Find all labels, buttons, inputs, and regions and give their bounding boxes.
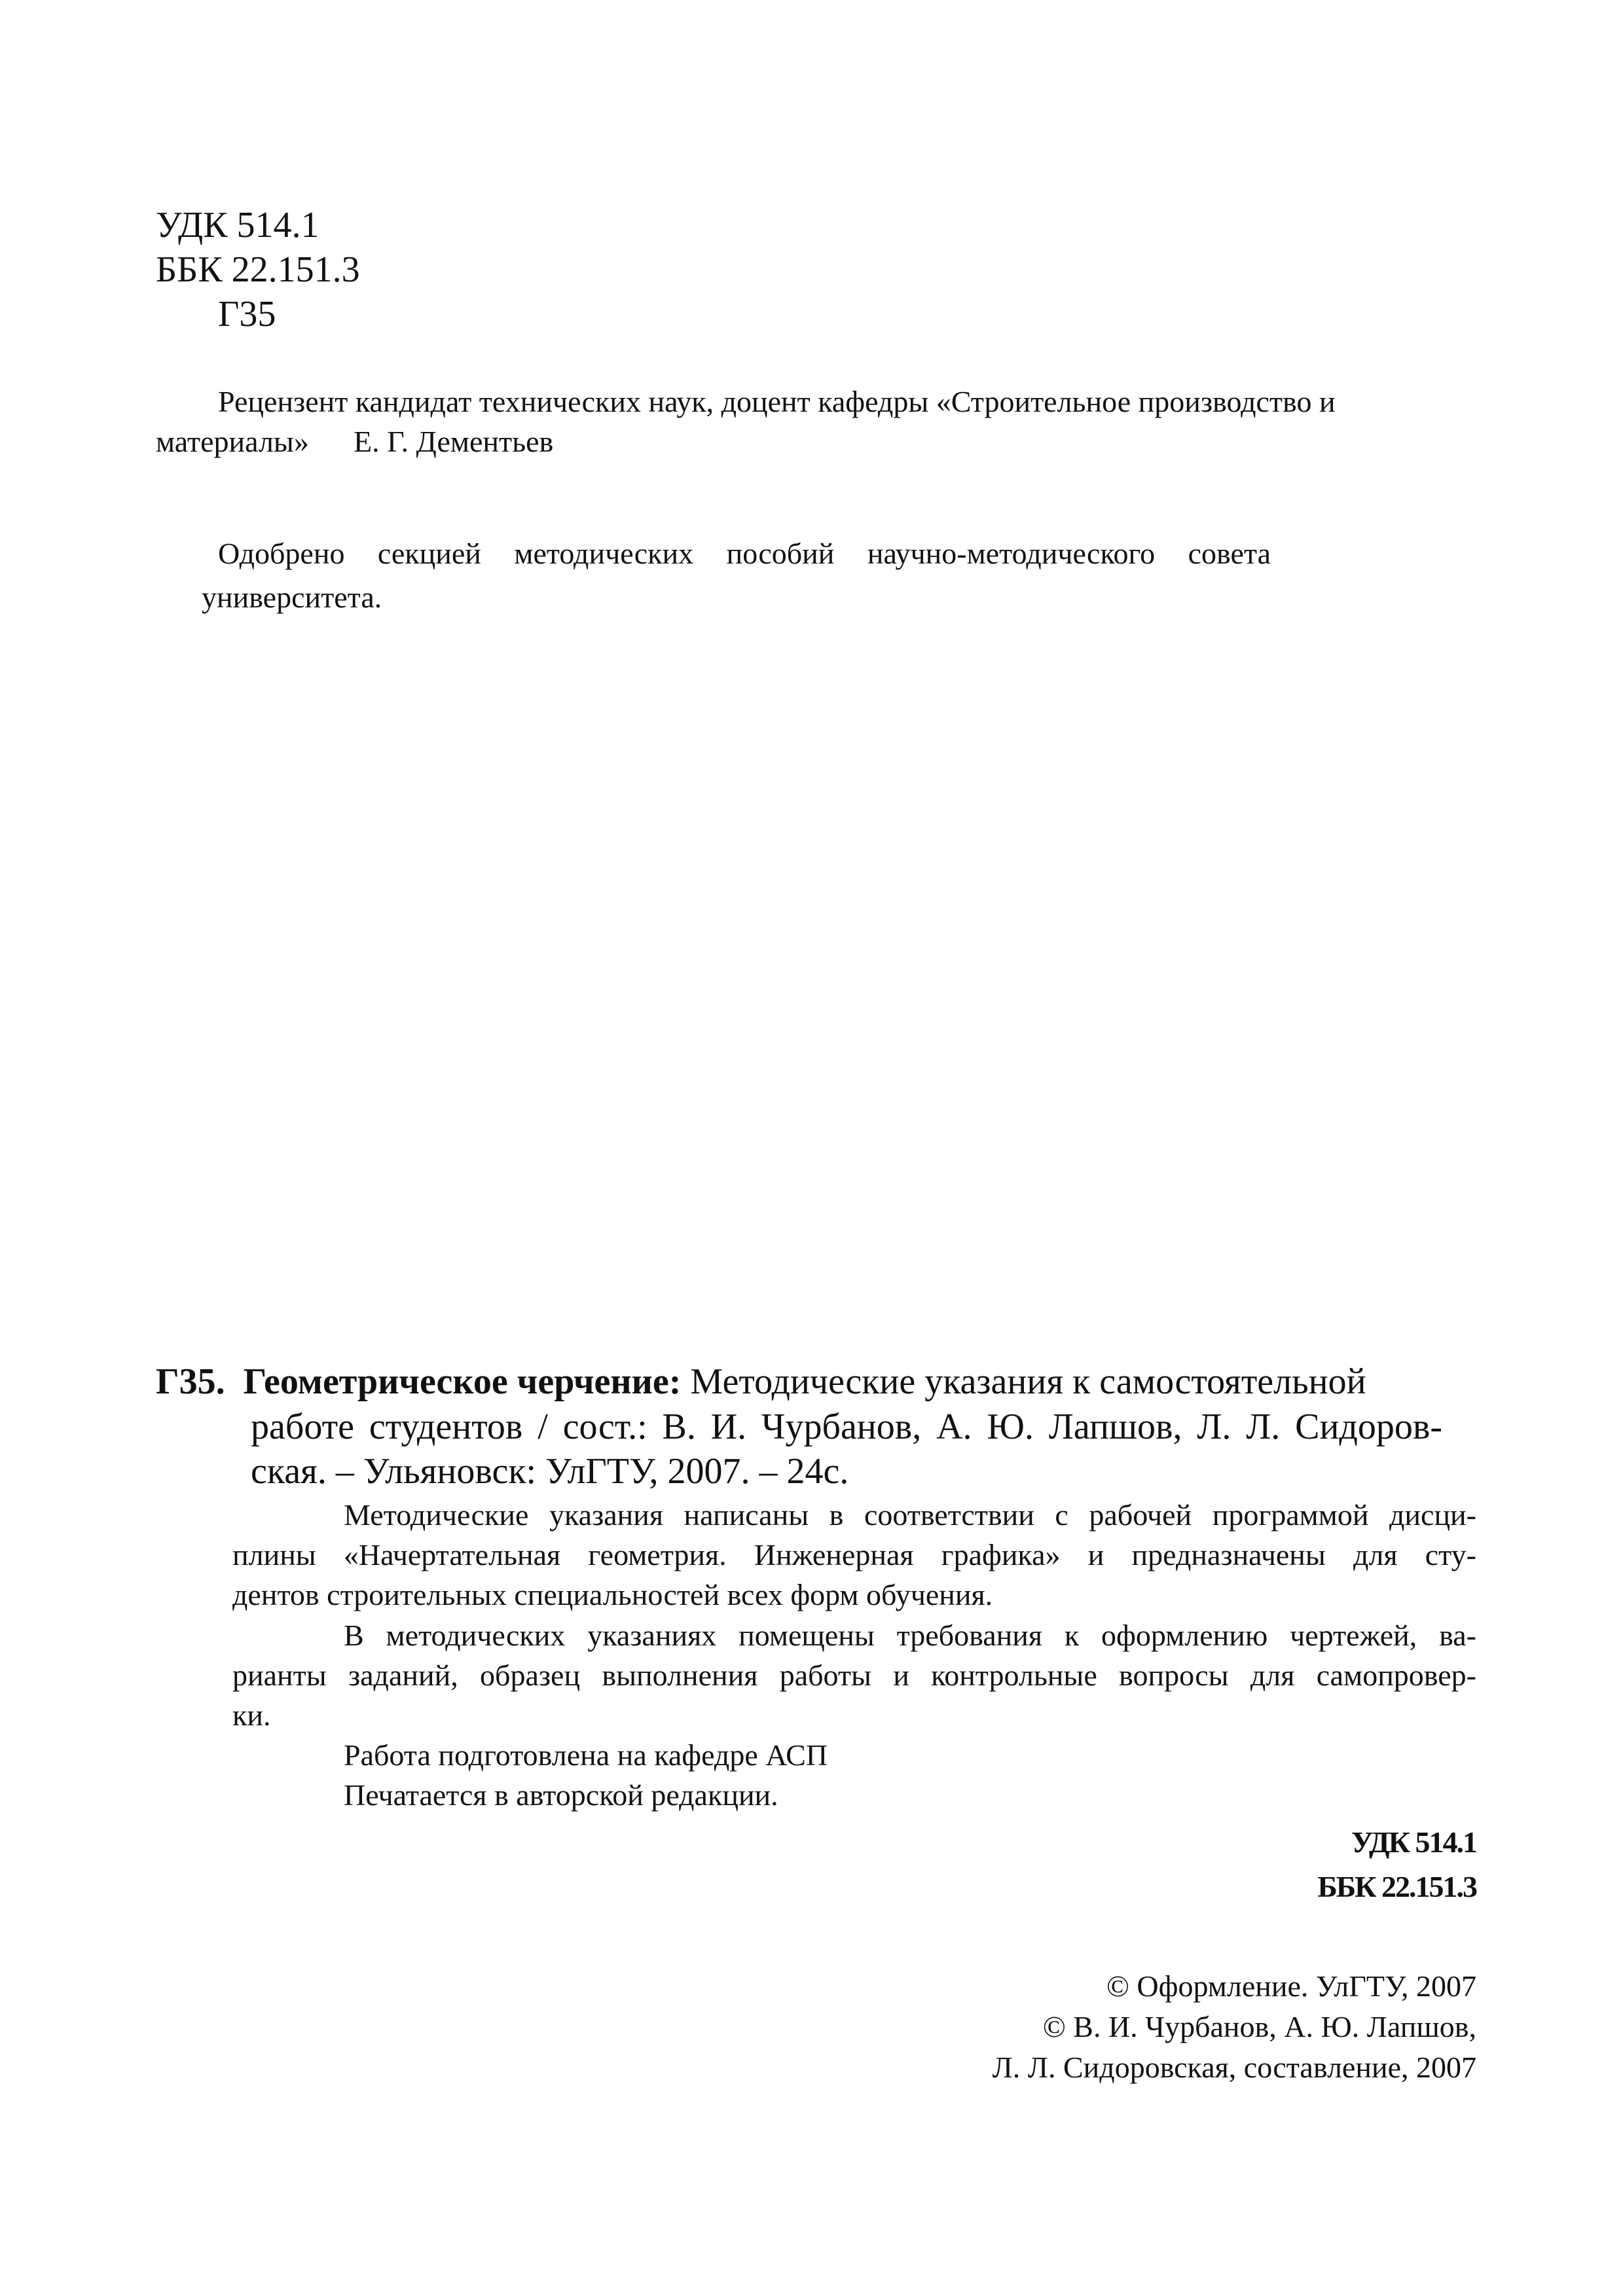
bibliography-line-2: работе студентов / сост.: В. И. Чурбанов, А. Ю. Лапшов, Л. Л. Сидоров-: [251, 1407, 1442, 1447]
udk-code: УДК 514.1: [156, 205, 319, 245]
reviewer-line-2a: материалы»: [156, 425, 309, 458]
bibliography-code: Г35.: [156, 1361, 225, 1402]
approval-line-2: университета.: [202, 581, 382, 614]
annotation-p1-line-3: дентов строительных специальностей всех форм обучения.: [232, 1578, 993, 1611]
bibliography-line-1: [156, 1363, 1366, 1400]
annotation-p1-line-2: плины «Начертательная геометрия. Инженерная графика» и предназначены для сту-: [232, 1538, 1476, 1571]
bbk-code: ББК 22.151.3: [156, 249, 360, 290]
classification-bbk: ББК 22.151.3: [1317, 1870, 1476, 1903]
author-mark: Г35: [218, 294, 276, 334]
classification-udk: УДК 514.1: [1351, 1825, 1476, 1859]
annotation-p2-line-3: ки.: [232, 1698, 271, 1732]
annotation-p2-line-2: рианты заданий, образец выполнения работы и контрольные вопросы для самопровер-: [232, 1659, 1476, 1692]
reviewer-line-1: Рецензент кандидат технических наук, доцент кафедры «Строительное производство и: [218, 385, 1336, 418]
approval-line-1: Одобрено секцией методических пособий научно-методического совета: [218, 537, 1271, 570]
annotation-p2-line-1: В методических указаниях помещены требования к оформлению чертежей, ва-: [344, 1619, 1476, 1652]
annotation-p3: Работа подготовлена на кафедре АСП: [344, 1738, 828, 1772]
annotation-p1-line-1: Методические указания написаны в соответствии с рабочей программой дисци-: [344, 1498, 1476, 1532]
bibliography-title: Геометрическое черчение:: [243, 1361, 682, 1402]
reviewer-name: Е. Г. Дементьев: [354, 425, 554, 458]
bibliography-line-3: ская. – Ульяновск: УлГТУ, 2007. – 24с.: [251, 1451, 849, 1492]
bibliography-title-rest: Методические указания к самостоятельной: [690, 1361, 1366, 1402]
annotation-p4: Печатается в авторской редакции.: [344, 1778, 778, 1812]
copyright-line-2: © В. И. Чурбанов, А. Ю. Лапшов,: [1042, 2010, 1476, 2043]
copyright-line-1: © Оформление. УлГТУ, 2007: [1106, 1969, 1476, 2003]
copyright-line-3: Л. Л. Сидоровская, составление, 2007: [992, 2051, 1476, 2084]
